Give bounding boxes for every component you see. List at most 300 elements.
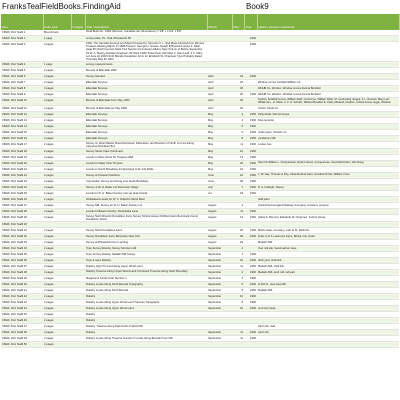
table-cell: 11	[232, 141, 244, 148]
table-cell: August	[207, 228, 232, 234]
table-cell: 3 pages	[43, 179, 71, 185]
table-cell: Ellendale Surveys	[85, 129, 207, 135]
table-cell: 2 pages	[43, 312, 71, 318]
table-cell: Levels for Water Tank Timpson	[85, 161, 207, 167]
table-cell: May	[207, 141, 232, 148]
finding-aid-table	[1, 14, 400, 348]
table-cell: 2 pages	[43, 141, 71, 148]
table-cell: Survey of W. H. Baker Lot Red Hook Village	[85, 185, 207, 191]
table-cell: 3 pages	[43, 300, 71, 306]
table-cell: 30	[232, 105, 244, 111]
table-cell: 1960	[244, 123, 257, 129]
table-cell: 2 pages	[43, 209, 71, 215]
table-cell: August	[207, 203, 232, 209]
table-cell: 22	[232, 173, 244, 179]
table-cell: 1960	[244, 282, 257, 288]
column-header[interactable]: # pages	[71, 14, 85, 30]
table-cell: Bound book	[43, 30, 71, 36]
table-cell: May	[207, 123, 232, 129]
table-cell: 2	[232, 270, 244, 276]
table-cell: WHHB Co. Worden. Window comes Farmal Bonfield	[257, 86, 399, 92]
table-cell: 20	[232, 161, 244, 167]
table-cell	[71, 141, 85, 148]
table-cell: 1960	[244, 92, 257, 98]
table-cell: 3 pages	[43, 282, 71, 288]
column-header[interactable]: Day	[232, 14, 244, 30]
table-cell: Martin Gale, cemetery, curb at St. Pattricks	[257, 228, 399, 234]
table-cell: 11	[232, 330, 244, 336]
table-cell: 2	[232, 246, 244, 252]
table-cell: 2 pages	[43, 98, 71, 105]
table-row[interactable]	[1, 141, 399, 148]
table-cell: 1960	[244, 111, 257, 117]
table-cell: September	[207, 252, 232, 258]
table-cell: 2 pages	[43, 149, 71, 155]
table-cell: CBHS: Flint Teal9 7	[1, 80, 43, 86]
table-cell: May	[207, 155, 232, 161]
table-cell: Survey Mill. Survey for W. H. Baker Factory Lot	[85, 203, 207, 209]
table-cell: 2 pages	[43, 288, 71, 294]
table-cell: 2 pages	[43, 167, 71, 173]
document-header	[0, 0, 400, 14]
table-cell	[71, 98, 85, 105]
table-cell: 3 pages	[43, 86, 71, 92]
table-cell: 6	[232, 129, 244, 135]
table-cell: Madalin Mill	[257, 240, 399, 246]
table-cell: CBHS: Flint Teal9 29	[1, 215, 43, 222]
table-cell: 2 pages	[43, 252, 71, 258]
table-cell: 3 pages	[43, 330, 71, 336]
table-cell: 1960	[244, 336, 257, 342]
table-cell: 1960	[244, 234, 257, 240]
table-cell: CBHS: Flint Teal9 9	[1, 92, 43, 98]
table-cell: Rokeby Levels Along North Bounds Topography	[85, 282, 207, 288]
table-cell: 1960	[244, 228, 257, 234]
table-cell: Ellendale Surveys	[85, 111, 207, 117]
table-cell: 1	[232, 252, 244, 258]
table-cell: 2 pages	[43, 161, 71, 167]
table-cell: CBHS: Flint Teal9 45	[1, 312, 43, 318]
table-cell: CBHS: Flint Teal9 18	[1, 149, 43, 155]
table-cell: CBHS: Flint Teal9 37	[1, 264, 43, 270]
table-cell: 6	[232, 282, 244, 288]
table-cell: CBHS: Flint Teal9 21	[1, 167, 43, 173]
table-cell: Topo Survey Rokeby, Madalin Mill Survey	[85, 252, 207, 258]
table-cell: CBHS: Flint Teal9 32	[1, 234, 43, 240]
table-cell: 2 pages	[43, 117, 71, 123]
table-cell: 13	[232, 155, 244, 161]
table-cell: 2 pages	[43, 68, 71, 74]
table-cell: cedar grant, Schultz Lot	[257, 129, 399, 135]
table-cell: Kelly Road, School House	[257, 111, 399, 117]
table-cell: 11	[232, 336, 244, 342]
table-cell: 1960	[244, 141, 257, 148]
table-cell: 30	[232, 92, 244, 98]
table-cell: CBHS: Flint Teal9 27	[1, 203, 43, 209]
table-cell: CBHS: Flint Teal9 6	[1, 74, 43, 80]
table-cell: 1960	[244, 129, 257, 135]
table-cell: September	[207, 330, 232, 336]
table-cell: CBHS: Flint Teal9 2	[1, 42, 43, 62]
table-cell: Madalin Mill, wind mill, tall wall	[257, 270, 399, 276]
table-cell: May	[207, 135, 232, 141]
table-cell: CBHS: Flint Teal9 5	[1, 68, 43, 74]
table-cell	[244, 98, 257, 105]
table-cell: 4	[232, 117, 244, 123]
table-cell: 1960	[244, 74, 257, 80]
table-cell: Topo Survey Rokeby, Survey Morrison Hill	[85, 246, 207, 252]
table-cell: July	[207, 185, 232, 191]
table-cell: CBHS: Flint Teal9 12	[1, 111, 43, 117]
table-cell: 2 pages	[43, 276, 71, 282]
table-cell: Sydney Scofield survey, William Reid, Curtis Fox, William Teller, M. conducting ranges: F. L. Russell, Mary Lett, William Ex., H. Mack, A. F. H. Schultz, Mildred Bowden E. Kelly, Kirkland, Dodson, school house, Eggs, Window	[257, 98, 399, 105]
table-cell: 2 pages	[43, 185, 71, 191]
table-row[interactable]	[1, 215, 399, 222]
table-cell: Rokeby Traverse Along Upper Wood Land Continued Traverse Along Outer Boundary	[85, 270, 207, 276]
table-cell: Rokeby	[85, 312, 207, 318]
table-cell: Madalin Mill	[257, 288, 399, 294]
table-cell: 29	[232, 240, 244, 246]
table-row[interactable]	[1, 42, 399, 62]
table-cell: survey table, P.L. Teal, Rhinelands RT	[85, 36, 207, 42]
table-cell: 3	[232, 276, 244, 282]
table-cell: 1960	[244, 191, 257, 197]
table-cell: April	[207, 98, 232, 105]
table-cell: 3 pages	[43, 173, 71, 179]
table-header-row	[1, 14, 399, 30]
table-cell: May	[207, 129, 232, 135]
table-cell: CBHS: Flint Teal9 40	[1, 282, 43, 288]
table-cell: Madalin Mill, shell link	[257, 264, 399, 270]
table-cell: Corporation Survey Armstrong Line South Broadway	[85, 179, 207, 185]
table-cell: 8	[232, 135, 244, 141]
table-cell: 3	[232, 111, 244, 117]
table-cell: 3 pages	[43, 215, 71, 222]
table-cell: 11	[232, 209, 244, 215]
table-cell: CBHS: Flint Teal9 1	[1, 36, 43, 42]
table-cell: 13	[232, 215, 244, 222]
table-cell: CBHS: Flint Teal9 4	[1, 62, 43, 68]
table-cell: Isabel S. Bennett, Elizabeth W. Chapman, School House	[257, 215, 399, 222]
table-cell: 1960	[244, 209, 257, 215]
table-cell: Wolfwalsed Levels for W. C. Duberfor Motor Boat	[85, 197, 207, 203]
table-cell: 3 pages	[43, 123, 71, 129]
table-cell: 2 pages	[43, 294, 71, 300]
table-cell	[207, 342, 232, 348]
table-cell: wind mill	[257, 330, 399, 336]
table-cell: May	[207, 161, 232, 167]
table-cell: CBHS: Flint Teal9 15	[1, 129, 43, 135]
table-cell: 3 pages	[43, 92, 71, 98]
table-cell: Ellendale Surveys	[85, 117, 207, 123]
table-cell: May	[207, 167, 232, 173]
table-cell: 2 pages	[43, 324, 71, 330]
table-cell: Ellendale Surveys	[85, 92, 207, 98]
table-cell: Rokeby Levels Along Upper Wood Land	[85, 306, 207, 312]
table-cell: 4	[232, 203, 244, 209]
table-cell: Rokeby Levels Along Upper Wood Land Traverse Topography	[85, 300, 207, 306]
table-cell: 2 pages	[43, 80, 71, 86]
table-cell: 23	[232, 74, 244, 80]
table-cell: Gaff plant	[257, 197, 399, 203]
table-cell: 1960	[244, 264, 257, 270]
table-cell: 7	[232, 185, 244, 191]
table-cell: CBHS: Flint Teal9 31	[1, 228, 43, 234]
table-cell: wind mill, road	[257, 324, 399, 330]
table-cell	[257, 42, 399, 62]
table-cell: CBHS: Flint Teal9 14	[1, 123, 43, 129]
table-cell: Klap recorder	[257, 117, 399, 123]
column-header[interactable]: Month	[207, 14, 232, 30]
table-cell: 28	[232, 179, 244, 185]
table-cell: 2 pages	[43, 306, 71, 312]
table-cell: 29	[232, 80, 244, 86]
table-cell: 5	[232, 123, 244, 129]
table-cell: 1960	[244, 258, 257, 264]
table-cell: Window comes Scofield William Lot	[257, 80, 399, 86]
table-cell: Levels on South Broadway for Episcopal Curb and Walls	[85, 167, 207, 173]
table-cell: dock yard, shell link	[257, 258, 399, 264]
table-cell: 30	[232, 86, 244, 92]
table-cell: Survey at Rhinebeck Ferry Landing	[85, 240, 207, 246]
table-cell: Landstrom Mill	[257, 135, 399, 141]
table-cell: Survey Donaldson Farm Barrytown New York	[85, 234, 207, 240]
table-cell: 12	[232, 149, 244, 155]
table-cell: Rokeby Levels Along North Bounds	[85, 288, 207, 294]
table-cell: 1960	[244, 330, 257, 336]
table-cell: September	[207, 306, 232, 312]
table-cell: Survey Street Cape Continued	[85, 149, 207, 155]
book-label: Book9	[246, 2, 269, 11]
table-cell: CBHS: Flint Teal9 30	[1, 222, 43, 228]
table-cell: CBHS: Flint Teal9 42	[1, 294, 43, 300]
table-cell: 2 pages	[43, 105, 71, 111]
table-cell: 2 pages	[43, 336, 71, 342]
table-cell: Linden Ave.	[257, 141, 399, 148]
table-cell: Survey at Prospect Gardens	[85, 173, 207, 179]
table-cell: Rokeby	[85, 330, 207, 336]
table-cell: September	[207, 270, 232, 276]
table-cell: Rokeby, Traverse Along Path North of Wind Mill	[85, 324, 207, 330]
table-cell: 2 pages	[43, 258, 71, 264]
table-cell: J. W. Hay, Thomas is Klip, Chamberland plant, Jenelica Kritzel, William Crum	[257, 173, 399, 179]
column-header[interactable]: Notes / persons mentioned	[257, 14, 399, 30]
table-cell: 28	[232, 234, 244, 240]
table-cell: CBHS: Flint Teal9 28	[1, 209, 43, 215]
table-cell: 10	[232, 294, 244, 300]
table-cell	[207, 42, 232, 62]
table-cell: Levels for W. H. Baker Factory (not yet determined)	[85, 191, 207, 197]
table-cell: 8	[232, 300, 244, 306]
table-cell: N.R.R.R., lane Sea Mill	[257, 282, 399, 288]
table-cell: June	[207, 179, 232, 185]
table-cell: September	[207, 264, 232, 270]
table-cell: 1960	[244, 306, 257, 312]
table-cell: September	[207, 300, 232, 306]
table-cell: 1960	[244, 288, 257, 294]
table-cell: 10	[232, 258, 244, 264]
table-cell: CBHS: Flint Teal9 41	[1, 288, 43, 294]
table-cell: CBHS: Flint Teal9 16	[1, 135, 43, 141]
table-cell: 10	[232, 306, 244, 312]
table-cell: Ellendale Surveys	[85, 123, 207, 129]
table-cell: summer house	[257, 306, 399, 312]
document-title: FranksTealFieldBooks.FindingAid	[2, 2, 121, 11]
table-cell: 18	[232, 191, 244, 197]
table-row[interactable]	[1, 98, 399, 105]
table-cell: 2 pages	[43, 318, 71, 324]
table-cell: Rokeby Levels Along Traverse Number 2 Levels Along Bounds From Mill	[85, 336, 207, 342]
table-cell	[232, 342, 244, 348]
table-cell: CBHS: Flint Teal9 24	[1, 185, 43, 191]
table-cell: river mill site, Sand partner, lane	[257, 246, 399, 252]
table-cell: CBHS: Flint Teal9 34	[1, 246, 43, 252]
table-cell: 2 pages	[43, 191, 71, 197]
table-cell: August	[207, 240, 232, 246]
table-cell: CBHS: Flint Teal9 13	[1, 117, 43, 123]
table-cell: 1960, The Glenalta Surveys and Maps Prepared by Sproxton F. L. Teal Mass Adopted from Minutes Trustees Meeting March 14 1866 Present: George H. Grosse Joseph B Bosworth and A.F. Teller page 65 Chief Freeman State Civil Service Commission Albany New York on of Before September 15 W. A. Stacey Assistant Engineer; 82 West 130th Street New York Miss C. Alan Land; 9 C. Mary Lot June 22 1900 North Brande Donaldson Form for Elizabeth W. Chapman Type Probably Dated Thursday May 20 1904	[85, 42, 207, 62]
table-cell: Scholt, Shultz lot	[257, 105, 399, 111]
table-cell: May	[207, 117, 232, 123]
table-cell: Ellendale Surveys	[85, 86, 207, 92]
table-cell: 2 pages	[43, 74, 71, 80]
table-cell: 1960	[244, 167, 257, 173]
table-cell: Jul	[207, 191, 232, 197]
table-cell: 1 page	[43, 36, 71, 42]
table-cell: P. H. Fraleigh, Stacey	[257, 185, 399, 191]
table-cell: April	[207, 86, 232, 92]
table-cell: 2 pages	[43, 342, 71, 348]
table-cell: CBHS: Flint Teal9 39	[1, 276, 43, 282]
table-cell: 30	[232, 98, 244, 105]
table-cell: CBHS: Flint Teal9 26	[1, 197, 43, 203]
table-cell: Ellendale Surveys	[85, 80, 207, 86]
table-cell	[71, 42, 85, 62]
table-cell: 2 pages	[43, 197, 71, 203]
table-cell: CBHS: Flint Teal9 8	[1, 86, 43, 92]
table-cell: CBHS: Flint Teal9 33	[1, 240, 43, 246]
table-cell: Bounds of Ellendale per May 1960	[85, 105, 207, 111]
table-cell: September	[207, 258, 232, 264]
table-cell: CBHS: Flint Teal9 50	[1, 342, 43, 348]
table-cell: 3 pages	[43, 270, 71, 276]
table-cell: Levels for Bakers Factory, Dutchdales Lane	[85, 209, 207, 215]
table-cell: 8	[232, 288, 244, 294]
table-cell: 2 pages	[43, 203, 71, 209]
table-cell: September	[207, 246, 232, 252]
table-cell: 1960	[244, 215, 257, 222]
table-cell: CBHS: Flint Teal9 46	[1, 318, 43, 324]
table-cell: August	[207, 215, 232, 222]
table-cell: Survey on West Market Street Red Hook, Relocation, and Revision of North Lot Line Along Lawrence Reinahes Box	[85, 141, 207, 148]
table-cell: 22	[232, 167, 244, 173]
table-cell: 1960	[244, 161, 257, 167]
table-cell: Central New England Railway Company, cemetery property	[257, 203, 399, 209]
table-cell: Survey North Donaldson Farm	[85, 228, 207, 234]
table-cell	[257, 342, 399, 348]
table-cell: 3 pages	[43, 234, 71, 240]
table-cell: survey measurements	[85, 62, 207, 68]
table-cell: September	[207, 288, 232, 294]
table-cell: 2 pages	[43, 111, 71, 117]
table-cell: Survey North Riverlot Donaldson Farm Survey School House Old Barrytown Red Hook Corner Donaldson Street	[85, 215, 207, 222]
table-cell: September	[207, 282, 232, 288]
table-cell: 1960	[244, 42, 257, 62]
table-cell: 2 pages	[43, 240, 71, 246]
table-cell: September	[207, 294, 232, 300]
table-cell: Field Book 9A - 1960 (Glencoe, Canadian lan (Dimensions) 7 3/8" x 4 3/4" x 5/8"	[85, 30, 207, 36]
column-header[interactable]: Title / description	[85, 14, 207, 30]
table-cell: CBHS: Flint Teal9 35	[1, 252, 43, 258]
table-cell: Topo & trees Rokeby	[85, 258, 207, 264]
table-cell: CBHS: Flint Teal9 47	[1, 324, 43, 330]
table-cell	[71, 342, 85, 348]
table-cell: CBHS: Flint Teal9 38	[1, 270, 43, 276]
table-cell: September	[207, 276, 232, 282]
table-cell: Ellendale Surveys	[85, 135, 207, 141]
table-cell: April	[207, 74, 232, 80]
table-cell: CBHS: Flint Teal9 10	[1, 98, 43, 105]
table-cell: CBHS: Flint Teal9 17	[1, 141, 43, 148]
table-cell: 2 pages	[43, 228, 71, 234]
table-cell: 20	[232, 228, 244, 234]
table-cell: CBHS: Flint Teal9 20	[1, 161, 43, 167]
table-cell: 1960	[244, 294, 257, 300]
table-body	[1, 30, 399, 348]
table-cell: See Kitt William L. Chamberlain, Robert Hood, conveyances, Greenfield Farm, Dimnberg	[257, 161, 399, 167]
table-cell: 3 pages	[43, 42, 71, 62]
table-cell: May	[207, 111, 232, 117]
table-cell: August	[207, 234, 232, 240]
column-header[interactable]: Item	[1, 14, 43, 30]
table-cell: CBHS: Flint Teal9 19	[1, 155, 43, 161]
table-cell: CBHS: Flint Teal9 44	[1, 306, 43, 312]
table-cell: September	[207, 336, 232, 342]
table-cell	[85, 342, 207, 348]
table-cell: CBHS: Flint Teal9 36	[1, 258, 43, 264]
table-cell: Levels on West Street for Tivigisan Wall	[85, 155, 207, 161]
table-row[interactable]	[1, 342, 399, 348]
table-cell: 2 pages	[43, 129, 71, 135]
table-cell: June	[207, 173, 232, 179]
table-cell: Survey Glendon	[85, 74, 207, 80]
table-cell: Rokeby High Trimmed Along Upper Wood Land	[85, 264, 207, 270]
table-cell: 1960	[244, 185, 257, 191]
table-cell: Rokeby	[85, 294, 207, 300]
table-cell: Marginal of Small Chart Number 2	[85, 276, 207, 282]
table-cell: CBHS: Flint Teal9 1	[1, 30, 43, 36]
table-cell: CBHS: Flint Teal9 48	[1, 330, 43, 336]
table-cell: 1960	[244, 36, 257, 42]
table-cell: 1960	[244, 300, 257, 306]
table-cell: CBHS: Flint Teal9 49	[1, 336, 43, 342]
column-header[interactable]: Year	[244, 14, 257, 30]
table-cell	[71, 215, 85, 222]
table-cell: CBHS: Flint Teal9 25	[1, 191, 43, 197]
table-cell: April	[207, 105, 232, 111]
table-cell: 1960	[244, 179, 257, 185]
table-cell: 1960	[244, 117, 257, 123]
table-cell	[244, 342, 257, 348]
table-cell: CBHS: Flint Teal9 22	[1, 173, 43, 179]
table-cell: 2 pages	[43, 246, 71, 252]
table-cell: CBHS: Flint Teal9 11	[1, 105, 43, 111]
table-cell: 1960	[244, 135, 257, 141]
table-cell: WHHB Co. Warden. Window comes Farmal Bonfield	[257, 92, 399, 98]
table-cell	[232, 42, 244, 62]
column-header[interactable]: Folio type	[43, 14, 71, 30]
table-cell: 2 pages	[43, 135, 71, 141]
